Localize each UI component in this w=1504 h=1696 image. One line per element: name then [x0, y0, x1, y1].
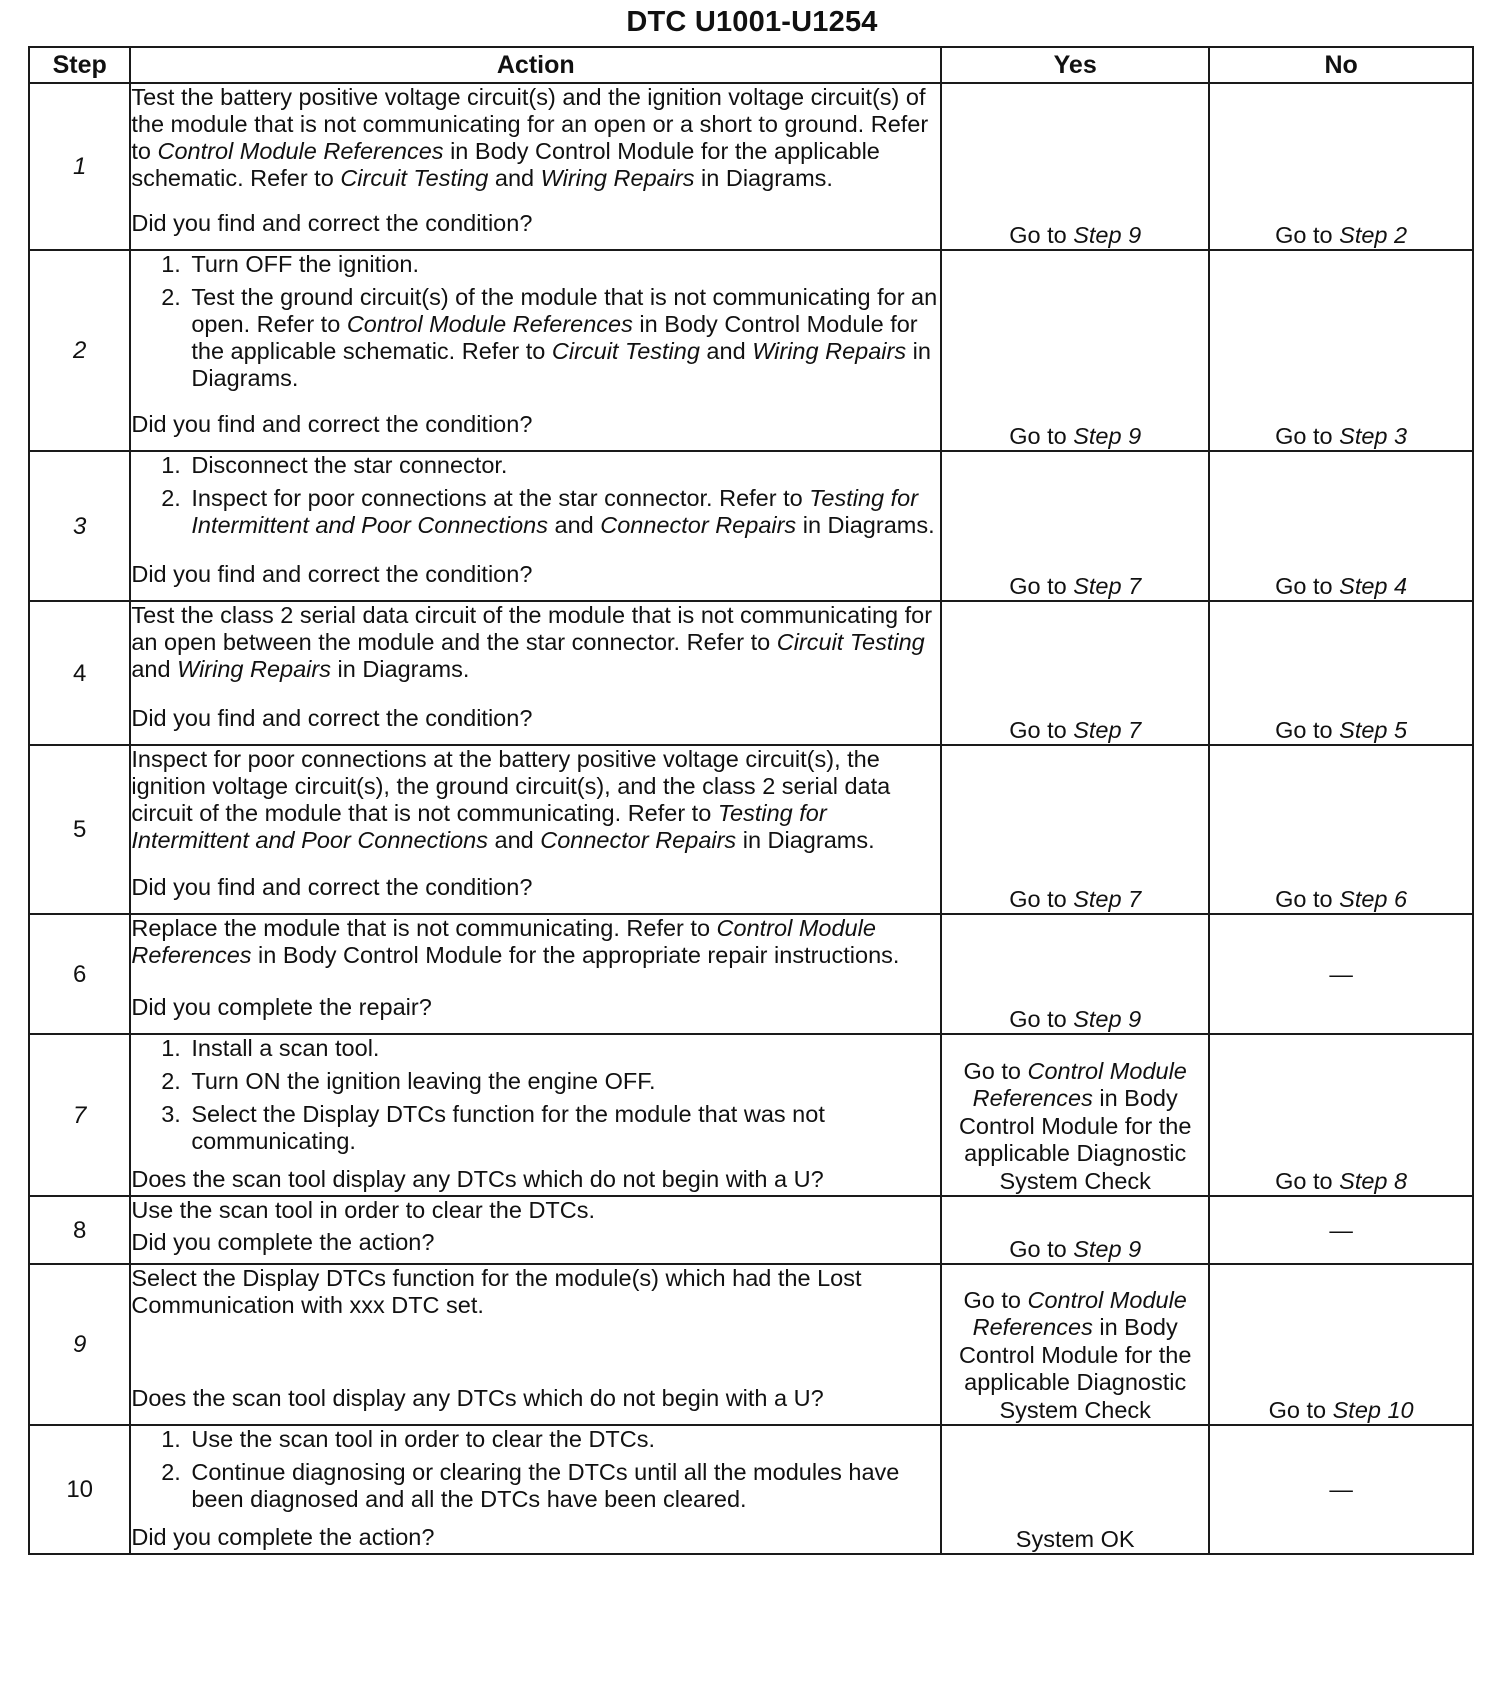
- diagnostic-table: [28, 46, 1474, 1555]
- text-fragment: Go to: [1268, 1397, 1333, 1423]
- text-fragment: Test the ground circuit(s) of the module that is not communicating for an open. Refer to: [191, 284, 938, 337]
- text-fragment: Test the class 2 serial data circuit of the module that is not communicating for an open between the module and the star connector. Refer to: [131, 602, 933, 655]
- action-cell: [130, 451, 941, 601]
- page-title: DTC U1001-U1254: [626, 6, 878, 38]
- reference-text: Step 9: [1073, 423, 1142, 449]
- table-row: [29, 451, 1473, 601]
- text-fragment: and: [131, 656, 178, 682]
- list-item: [187, 1426, 940, 1453]
- reference-text: Testing for Intermittent and Poor Connections: [131, 800, 827, 853]
- header-no: No: [1209, 47, 1473, 83]
- text-fragment: and: [487, 827, 541, 853]
- list-item: [187, 1068, 940, 1095]
- reference-text: Control Module References: [972, 1057, 1187, 1111]
- text-fragment: Go to: [963, 1057, 1028, 1084]
- text-fragment: in Body Control Module for the appropriate repair instructions.: [251, 942, 900, 968]
- table-row: [29, 601, 1473, 745]
- list-item: [187, 1459, 940, 1513]
- reference-text: Step 7: [1073, 573, 1142, 599]
- action-content: [131, 251, 940, 440]
- no-result: [1209, 745, 1473, 914]
- action-cell: [130, 601, 941, 745]
- reference-text: Step 6: [1339, 886, 1408, 912]
- text-fragment: in Diagrams.: [191, 338, 931, 391]
- text-fragment: Disconnect the star connector.: [191, 452, 508, 478]
- yes-result: [941, 1034, 1209, 1196]
- table-row: [29, 1425, 1473, 1554]
- reference-text: Step 4: [1339, 573, 1408, 599]
- yes-result: [941, 601, 1209, 745]
- text-fragment: in Body Control Module for the applicable Diagnostic System Check: [958, 1314, 1192, 1423]
- yes-result: [941, 1264, 1209, 1425]
- table-row: [29, 83, 1473, 250]
- step-number: 7: [29, 1034, 130, 1196]
- action-paragraph: [131, 1197, 940, 1224]
- action-cell: [130, 914, 941, 1034]
- yes-result: [941, 250, 1209, 451]
- reference-text: Connector Repairs: [600, 512, 797, 538]
- table-row: [29, 1034, 1473, 1196]
- yes-result: [941, 451, 1209, 601]
- no-result: [1209, 914, 1473, 1034]
- action-paragraph: [131, 915, 940, 969]
- text-fragment: Turn ON the ignition leaving the engine OFF.: [191, 1068, 656, 1094]
- text-fragment: Turn OFF the ignition.: [191, 251, 420, 277]
- step-number: 5: [29, 745, 130, 914]
- text-fragment: Go to: [1275, 717, 1340, 743]
- reference-text: Step 9: [1073, 1236, 1142, 1262]
- text-fragment: Install a scan tool.: [191, 1035, 380, 1061]
- text-fragment: Inspect for poor connections at the star connector. Refer to: [191, 485, 810, 511]
- text-fragment: Go to: [1275, 886, 1340, 912]
- table-row: [29, 1264, 1473, 1425]
- list-item: [187, 452, 940, 479]
- reference-text: Step 9: [1073, 1006, 1142, 1032]
- action-question: Did you find and correct the condition?: [131, 705, 533, 731]
- text-fragment: —: [1329, 1476, 1353, 1502]
- action-content: [131, 1197, 940, 1258]
- action-question: Did you complete the action?: [131, 1229, 435, 1255]
- text-fragment: System OK: [1015, 1526, 1135, 1552]
- action-cell: [130, 250, 941, 451]
- action-content: [131, 602, 940, 734]
- text-fragment: Go to: [1275, 1168, 1340, 1194]
- list-item: [187, 1035, 940, 1062]
- action-question: Did you find and correct the condition?: [131, 411, 533, 437]
- text-fragment: Inspect for poor connections at the battery positive voltage circuit(s), the ignition voltage circuit(s), the ground circuit(s), and the class 2 serial data circuit of the module that is not communicating. Refer to: [131, 746, 891, 826]
- text-fragment: —: [1329, 960, 1353, 987]
- text-fragment: Go to: [1009, 222, 1074, 248]
- table-body: [29, 83, 1473, 1554]
- step-number: 6: [29, 914, 130, 1034]
- reference-text: Circuit Testing: [551, 338, 700, 364]
- action-paragraph: [131, 602, 940, 683]
- reference-text: Testing for Intermittent and Poor Connections: [191, 485, 919, 538]
- step-number: 4: [29, 601, 130, 745]
- yes-result: [941, 745, 1209, 914]
- yes-result: [941, 1196, 1209, 1264]
- header-action: Action: [130, 47, 941, 83]
- list-item: [187, 284, 940, 392]
- reference-text: Control Module References: [131, 915, 876, 968]
- text-fragment: and: [488, 165, 541, 191]
- yes-result: [941, 1425, 1209, 1554]
- reference-text: Circuit Testing: [340, 165, 489, 191]
- action-steps-list: [131, 251, 940, 398]
- reference-text: Control Module References: [972, 1286, 1187, 1340]
- no-result: [1209, 451, 1473, 601]
- action-question: Did you complete the repair?: [131, 994, 432, 1020]
- no-result: [1209, 601, 1473, 745]
- text-fragment: in Diagrams.: [796, 512, 935, 538]
- reference-text: Step 2: [1339, 222, 1408, 248]
- text-fragment: Go to: [1009, 886, 1074, 912]
- action-question: Does the scan tool display any DTCs which do not begin with a U?: [131, 1385, 824, 1411]
- no-result: [1209, 1425, 1473, 1554]
- action-cell: [130, 1196, 941, 1264]
- text-fragment: Go to: [1009, 423, 1074, 449]
- text-fragment: in Diagrams.: [330, 656, 470, 682]
- text-fragment: in Diagrams.: [736, 827, 875, 853]
- action-cell: [130, 83, 941, 250]
- action-content: [131, 1426, 940, 1553]
- reference-text: Step 7: [1073, 717, 1142, 743]
- text-fragment: Continue diagnosing or clearing the DTCs until all the modules have been diagnosed and all the DTCs have been cleared.: [191, 1459, 900, 1512]
- text-fragment: and: [547, 512, 601, 538]
- text-fragment: in Body Control Module for the applicable schematic. Refer to: [191, 311, 918, 364]
- reference-text: Circuit Testing: [776, 629, 925, 655]
- action-content: [131, 1035, 940, 1195]
- text-fragment: in Diagrams.: [694, 165, 833, 191]
- action-cell: [130, 1264, 941, 1425]
- step-number: 10: [29, 1425, 130, 1554]
- table-row: [29, 745, 1473, 914]
- action-steps-list: [131, 1426, 940, 1519]
- table-row: [29, 1196, 1473, 1264]
- text-fragment: Use the scan tool in order to clear the DTCs.: [191, 1426, 656, 1452]
- no-result: [1209, 83, 1473, 250]
- text-fragment: Select the Display DTCs function for the module that was not communicating.: [191, 1101, 825, 1154]
- table-header-row: [29, 47, 1473, 83]
- text-fragment: Go to: [1275, 222, 1340, 248]
- no-result: [1209, 250, 1473, 451]
- list-item: [187, 485, 940, 539]
- action-cell: [130, 745, 941, 914]
- action-content: [131, 1265, 940, 1414]
- step-number: 9: [29, 1264, 130, 1425]
- reference-text: Wiring Repairs: [177, 656, 331, 682]
- action-steps-list: [131, 452, 940, 545]
- reference-text: Step 3: [1339, 423, 1408, 449]
- action-steps-list: [131, 1035, 940, 1161]
- reference-text: Step 10: [1332, 1397, 1414, 1423]
- text-fragment: in Body Control Module for the applicable Diagnostic System Check: [958, 1085, 1192, 1194]
- list-item: [187, 1101, 940, 1155]
- text-fragment: Go to: [1275, 573, 1340, 599]
- text-fragment: Go to: [1009, 1006, 1074, 1032]
- text-fragment: Test the battery positive voltage circuit(s) and the ignition voltage circuit(s) of the module that is not communicating for an open or a short to ground. Refer to: [131, 84, 929, 164]
- text-fragment: Go to: [1009, 573, 1074, 599]
- table-row: [29, 250, 1473, 451]
- step-number: 1: [29, 83, 130, 250]
- reference-text: Step 7: [1073, 886, 1142, 912]
- step-number: 3: [29, 451, 130, 601]
- table-row: [29, 914, 1473, 1034]
- yes-result: [941, 83, 1209, 250]
- action-paragraph: [131, 746, 940, 854]
- step-number: 2: [29, 250, 130, 451]
- no-result: [1209, 1034, 1473, 1196]
- action-paragraph: [131, 84, 940, 192]
- text-fragment: Go to: [1009, 717, 1074, 743]
- action-question: Did you complete the action?: [131, 1524, 435, 1550]
- action-content: [131, 915, 940, 1023]
- reference-text: Step 9: [1073, 222, 1142, 248]
- text-fragment: —: [1329, 1216, 1353, 1243]
- text-fragment: Go to: [1275, 423, 1340, 449]
- action-cell: [130, 1425, 941, 1554]
- text-fragment: Use the scan tool in order to clear the DTCs.: [131, 1197, 596, 1223]
- no-result: [1209, 1196, 1473, 1264]
- reference-text: Control Module References: [346, 311, 633, 337]
- action-question: Did you find and correct the condition?: [131, 210, 533, 236]
- text-fragment: in Body Control Module for the applicable schematic. Refer to: [131, 138, 880, 191]
- header-step: Step: [29, 47, 130, 83]
- action-paragraph: [131, 1265, 940, 1319]
- text-fragment: Select the Display DTCs function for the module(s) which had the Lost Communication with xxx DTC set.: [131, 1265, 862, 1318]
- action-question: Does the scan tool display any DTCs which do not begin with a U?: [131, 1166, 824, 1192]
- reference-text: Step 8: [1339, 1168, 1408, 1194]
- action-cell: [130, 1034, 941, 1196]
- action-content: [131, 746, 940, 903]
- action-content: [131, 452, 940, 590]
- text-fragment: and: [699, 338, 753, 364]
- text-fragment: Replace the module that is not communicating. Refer to: [131, 915, 717, 941]
- action-question: Did you find and correct the condition?: [131, 561, 533, 587]
- text-fragment: Go to: [963, 1286, 1028, 1313]
- step-number: 8: [29, 1196, 130, 1264]
- action-question: Did you find and correct the condition?: [131, 874, 533, 900]
- reference-text: Connector Repairs: [540, 827, 737, 853]
- yes-result: [941, 914, 1209, 1034]
- header-yes: Yes: [941, 47, 1209, 83]
- text-fragment: Go to: [1009, 1236, 1074, 1262]
- reference-text: Wiring Repairs: [540, 165, 695, 191]
- reference-text: Step 5: [1339, 717, 1408, 743]
- no-result: [1209, 1264, 1473, 1425]
- reference-text: Control Module References: [157, 138, 444, 164]
- list-item: [187, 251, 940, 278]
- reference-text: Wiring Repairs: [752, 338, 907, 364]
- action-content: [131, 84, 940, 239]
